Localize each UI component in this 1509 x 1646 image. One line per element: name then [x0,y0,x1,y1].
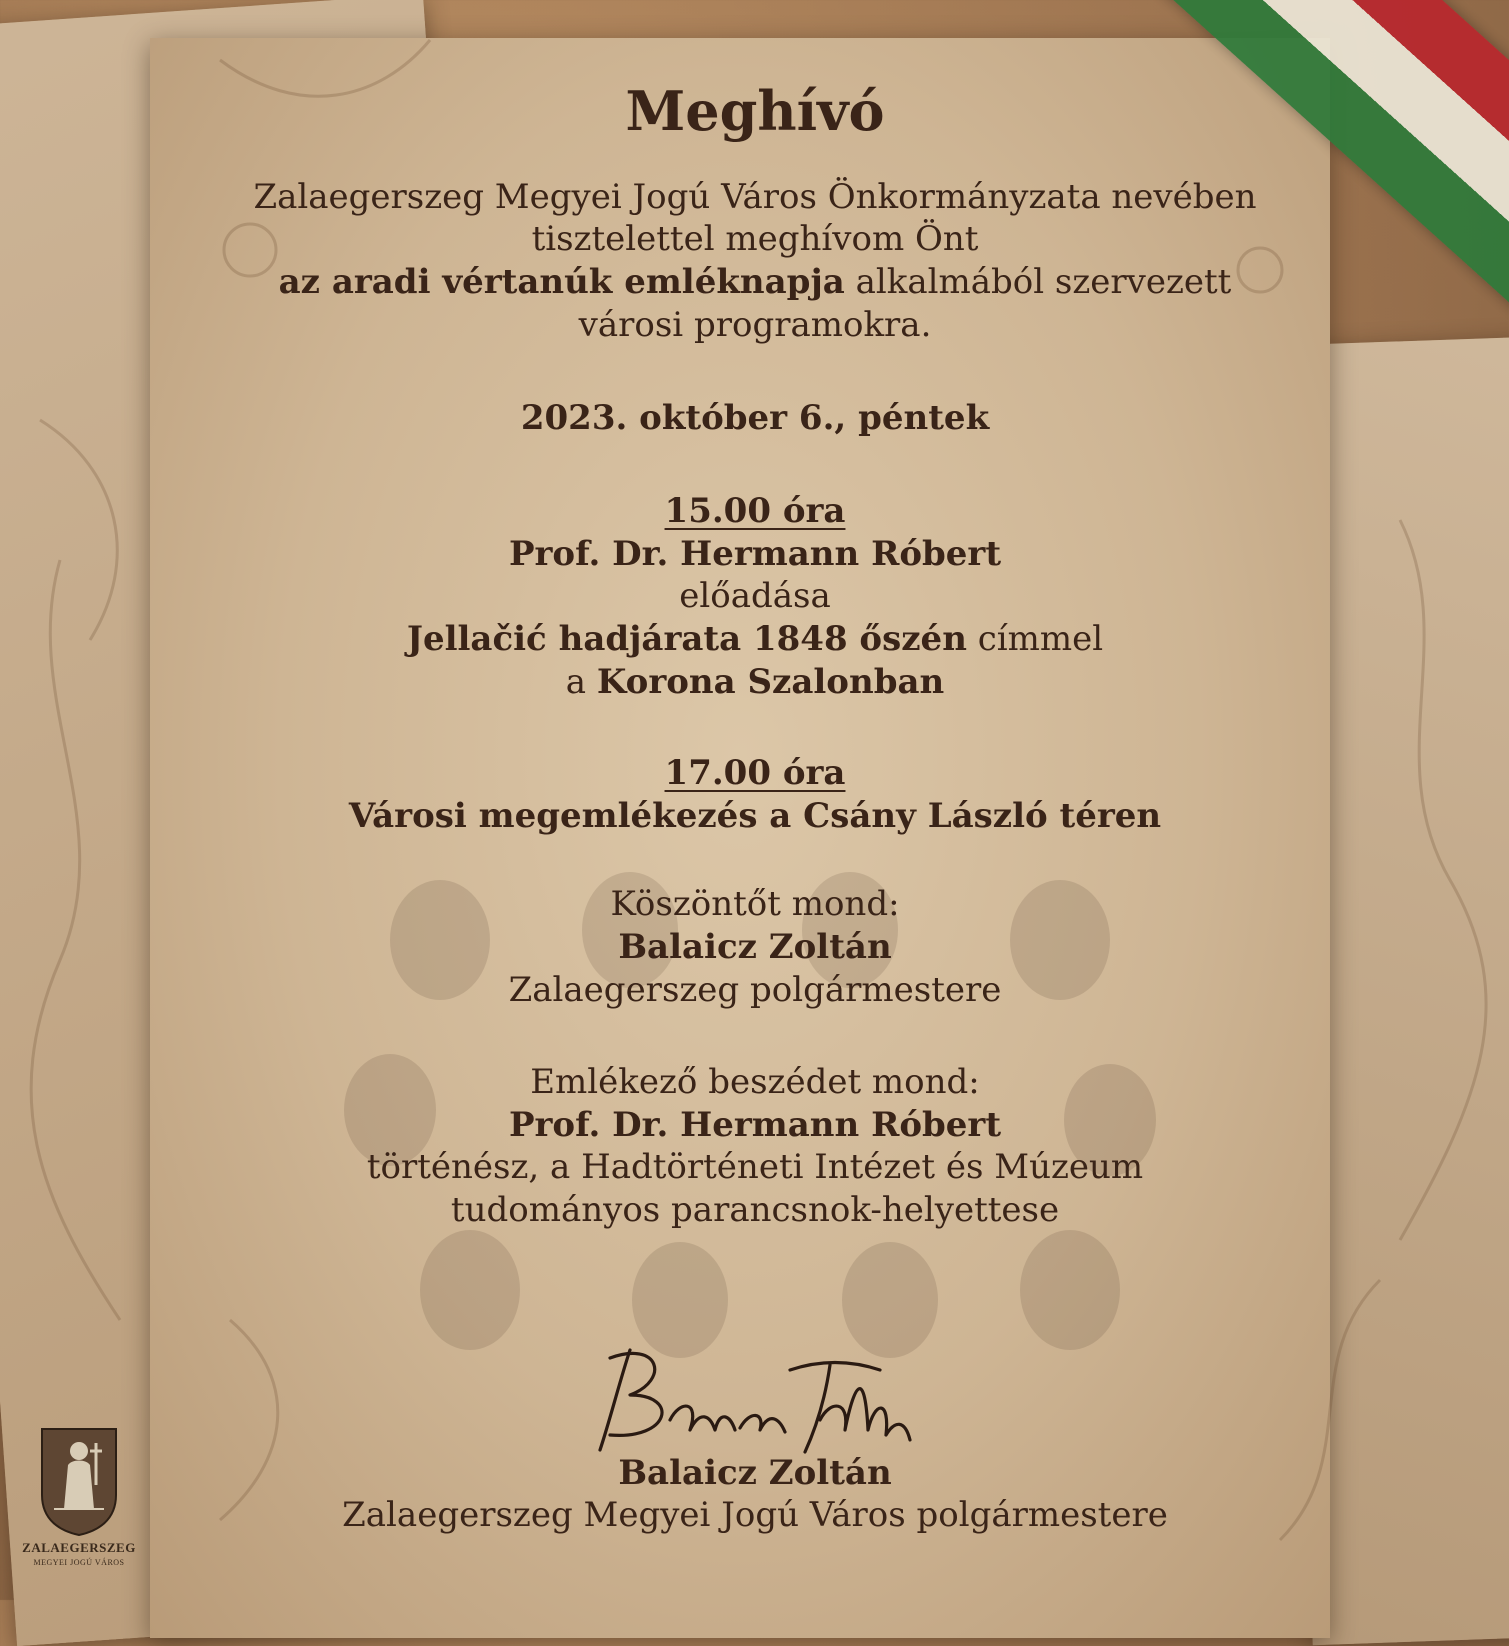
crest-city-name: ZALAEGERSZEG [22,1540,136,1555]
program1-kind: előadása [679,576,831,616]
greeting-role: Zalaegerszeg polgármestere [508,970,1002,1010]
intro-line-4: városi programokra. [578,305,932,345]
speech-label: Emlékező beszédet mond: [530,1062,980,1102]
city-crest-icon [38,1425,120,1537]
program1-speaker: Prof. Dr. Hermann Róbert [508,534,1002,574]
venue-prefix: a [565,662,597,702]
intro-line-1: Zalaegerszeg Megyei Jogú Város Önkormányzata nevében [253,177,1257,217]
signer-title: Zalaegerszeg Megyei Jogú Város polgármestere [342,1495,1168,1535]
crest-subtitle: MEGYEI JOGÚ VÁROS [33,1558,125,1567]
program1-topic [190,618,1320,660]
speech-role-line-1: történész, a Hadtörténeti Intézet és Múzeum [366,1147,1144,1187]
occasion-text: az aradi vértanúk emléknapja [278,262,845,302]
event-date: 2023. október 6., péntek [520,398,990,438]
handwritten-signature [590,1340,920,1460]
venue-name: Korona Szalonban [596,662,945,702]
lecture-title-suffix: címmel [966,619,1104,659]
greeting-label: Köszöntőt mond: [610,884,900,924]
intro-line-3-rest: alkalmából szervezett [844,262,1232,302]
intro-line-3 [190,261,1320,303]
greeting-name: Balaicz Zoltán [618,927,892,967]
speech-name: Prof. Dr. Hermann Róbert [508,1105,1002,1145]
lecture-title: Jellačić hadjárata 1848 őszén [406,619,967,659]
program2-time: 17.00 óra [664,753,846,793]
page-title: Meghívó [625,79,885,143]
signer-name: Balaicz Zoltán [618,1453,892,1493]
intro-line-2: tisztelettel meghívom Önt [531,219,979,259]
program2-event: Városi megemlékezés a Csány László téren [348,796,1162,836]
program1-time: 15.00 óra [664,491,846,531]
program1-venue [190,661,1320,703]
speech-role-line-2: tudományos parancsnok-helyettese [450,1190,1060,1230]
